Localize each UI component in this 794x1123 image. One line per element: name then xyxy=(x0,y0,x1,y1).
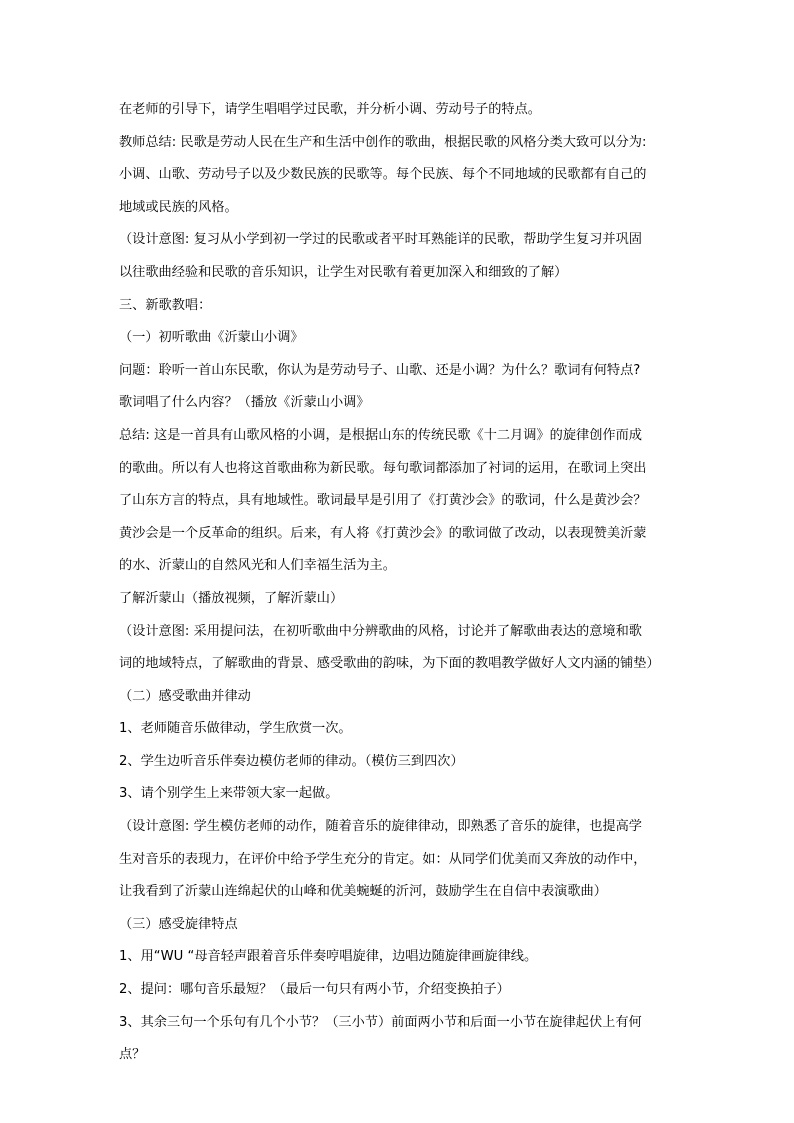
text-line: 的水、沂蒙山的自然风光和人们幸福生活为主。 xyxy=(119,558,396,574)
list-item: 2、提问：哪句音乐最短？（最后一句只有两小节，介绍变换拍子） xyxy=(119,982,510,998)
document-body xyxy=(119,100,679,1078)
list-item: 1、老师随音乐做律动，学生欣赏一次。 xyxy=(119,721,352,737)
text-line: 的歌曲。所以有人也将这首歌曲称为新民歌。每句歌词都添加了衬词的运用，在歌词上突出 xyxy=(119,460,647,476)
text-line: 了解沂蒙山（播放视频，了解沂蒙山） xyxy=(119,590,344,606)
list-item: 2、学生边听音乐伴奏边模仿老师的律动。（模仿三到四次） xyxy=(119,753,464,769)
list-item: 3、其余三句一个乐句有几个小节？（三小节）前面两小节和后面一小节在旋律起伏上有何 xyxy=(119,1014,642,1030)
subsection-heading: （二）感受歌曲并律动 xyxy=(119,688,251,704)
text-line: 小调、山歌、劳动号子以及少数民族的民歌等。每个民族、每个不同地域的民歌都有自己的 xyxy=(119,167,647,183)
text-line: 教师总结: 民歌是劳动人民在生产和生活中创作的歌曲，根据民歌的风格分类大致可以分为: xyxy=(119,134,647,150)
text-line: 问题：聆听一首山东民歌，你认为是劳动号子、山歌、还是小调？为什么？歌词有何特点? xyxy=(119,362,641,378)
subsection-heading: （一）初听歌曲《沂蒙山小调》 xyxy=(119,330,304,346)
list-item: 3、请个别学生上来带领大家一起做。 xyxy=(119,786,339,802)
text-line: 让我看到了沂蒙山连绵起伏的山峰和优美蜿蜒的沂河，鼓励学生在自信中表演歌曲） xyxy=(119,884,607,900)
text-line: 歌词唱了什么内容？（播放《沂蒙山小调》 xyxy=(119,395,370,411)
section-heading: 三、新歌教唱： xyxy=(119,297,212,313)
text-line: （设计意图: 采用提问法，在初听歌曲中分辨歌曲的风格，讨论并了解歌曲表达的意境和歌 xyxy=(119,623,642,639)
text-line: （设计意图: 学生模仿老师的动作，随着音乐的旋律律动，即熟悉了音乐的旋律，也提高学 xyxy=(119,819,642,835)
text-line: 了山东方言的特点，具有地域性。歌词最早是引用了《打黄沙会》的歌词，什么是黄沙会？ xyxy=(119,493,647,509)
text-line: 在老师的引导下，请学生唱唱学过民歌，并分析小调、劳动号子的特点。 xyxy=(119,102,541,117)
text-line: 以往歌曲经验和民歌的音乐知识，让学生对民歌有着更加深入和细致的了解） xyxy=(119,264,568,280)
text-line: （设计意图: 复习从小学到初一学过的民歌或者平时耳熟能详的民歌，帮助学生复习并巩固 xyxy=(119,232,642,248)
text-line: 词的地域特点，了解歌曲的背景、感受歌曲的韵味，为下面的教唱教学做好人文内涵的铺垫） xyxy=(119,656,660,672)
list-item: 1、用“WU “母音轻声跟着音乐伴奏哼唱旋律，边唱边随旋律画旋律线。 xyxy=(119,949,538,965)
text-line: 生对音乐的表现力，在评价中给予学生充分的肯定。如：从同学们优美而又奔放的动作中， xyxy=(119,851,647,867)
text-line: 点？ xyxy=(119,1047,146,1063)
text-line: 总结: 这是一首具有山歌风格的小调，是根据山东的传统民歌《十二月调》的旋律创作而成 xyxy=(119,427,642,443)
text-line: 地域或民族的风格。 xyxy=(119,199,238,215)
subsection-heading: （三）感受旋律特点 xyxy=(119,916,238,932)
text-line: 黄沙会是一个反革命的组织。后来，有人将《打黄沙会》的歌词做了改动，以表现赞美沂蒙 xyxy=(119,525,647,541)
